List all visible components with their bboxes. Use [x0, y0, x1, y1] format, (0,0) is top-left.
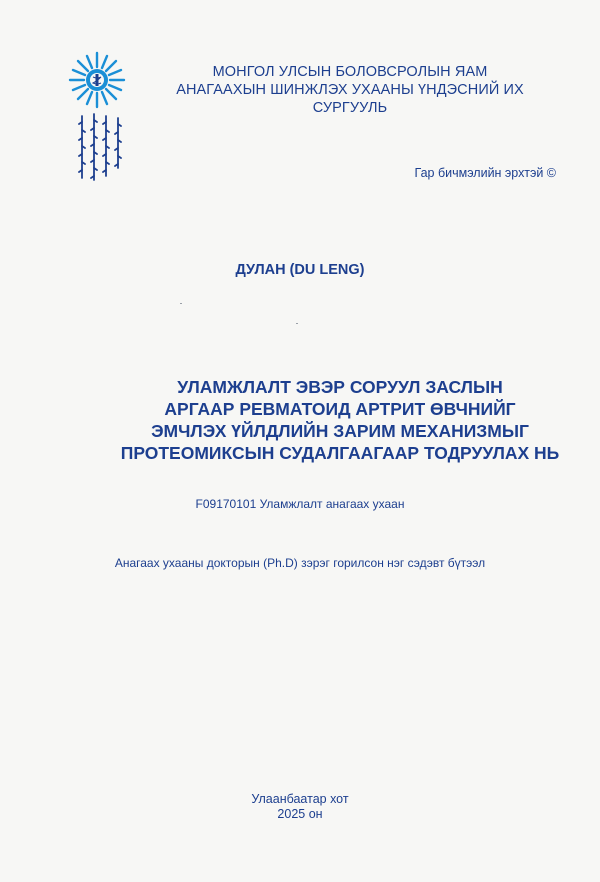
city: Улаанбаатар хот [251, 792, 349, 806]
place-and-year [0, 792, 600, 822]
institution-header [140, 63, 560, 117]
title-line: АРГААР РЕВМАТОИД АРТРИТ ӨВЧНИЙГ [164, 399, 516, 419]
title-line: ЭМЧЛЭХ ҮЙЛДЛИЙН ЗАРИМ МЕХАНИЗМЫГ [151, 421, 529, 441]
author-name: ДУЛАН (DU LENG) [235, 262, 365, 278]
ministry-name: МОНГОЛ УЛСЫН БОЛОВСРОЛЫН ЯАМ [212, 64, 488, 80]
university-logo [66, 50, 128, 190]
title-line: УЛАМЖЛАЛТ ЭВЭР СОРУУЛ ЗАСЛЫН [177, 377, 503, 397]
degree-note: Анагаах ухааны докторын (Ph.D) зэрэг горилсон нэг сэдэвт бүтээл [114, 556, 486, 570]
year: 2025 он [277, 807, 323, 821]
specialty-code: F09170101 Уламжлалт анагаах ухаан [195, 497, 405, 511]
university-emblem-icon [66, 50, 128, 190]
scan-speck [180, 303, 182, 304]
university-name: АНАГААХЫН ШИНЖЛЭХ УХААНЫ ҮНДЭСНИЙ ИХ СУРГУУЛЬ [176, 82, 524, 116]
scan-speck [296, 323, 298, 324]
title-line: ПРОТЕОМИКСЫН СУДАЛГААГААР ТОДРУУЛАХ НЬ [120, 443, 560, 463]
copyright-note: Гар бичмэлийн эрхтэй © [414, 166, 556, 180]
dissertation-title [60, 376, 600, 464]
